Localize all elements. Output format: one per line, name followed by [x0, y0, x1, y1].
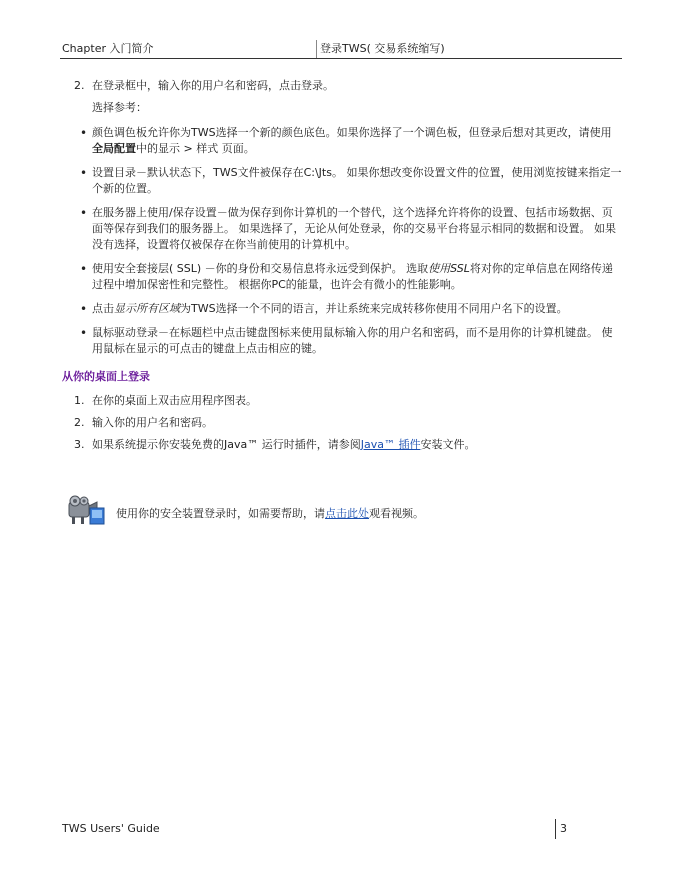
- step-number: 1.: [74, 394, 85, 407]
- video-note-text: [116, 506, 424, 522]
- step-number: 3.: [74, 438, 85, 451]
- bullet-color-palette: [62, 125, 622, 157]
- bullet-server-settings: [62, 205, 622, 253]
- bullet-dot: •: [80, 262, 88, 276]
- bullet-settings-dir: [62, 165, 622, 197]
- bullet-text: 中的显示 > 样式 页面。: [136, 142, 255, 155]
- step-number: 2.: [74, 79, 85, 92]
- java-plugin-link[interactable]: Java™ 插件: [360, 438, 421, 451]
- bullet-dot: •: [80, 126, 88, 140]
- desktop-step-2: [62, 415, 622, 431]
- video-note-prefix: 使用你的安全装置登录时，如需要帮助，请: [116, 507, 325, 520]
- bullet-text: 使用安全套接层( SSL) －你的身份和交易信息将永远受到保护。 选取: [92, 262, 429, 275]
- bullet-text: 将对你的定单信息在网络传递过程中增加保密性和完整性。 根据你PC的能量，也许会有微小的性能影响。: [92, 262, 613, 291]
- step-text: 输入你的用户名和密码。: [92, 416, 213, 429]
- bullet-text: 为TWS选择一个不同的语言，并让系统来完成转移你使用不同用户名下的设置。: [180, 302, 568, 315]
- bullet-mouse-login: [62, 325, 622, 357]
- step-text: 安装文件。: [420, 438, 476, 451]
- bullet-text: 颜色调色板允许你为TWS选择一个新的颜色底色。如果你选择了一个调色板，但登录后想对其更改，请使用: [92, 126, 612, 139]
- desktop-step-1: [62, 393, 622, 409]
- header-divider: [316, 40, 317, 58]
- video-camera-icon: [66, 490, 106, 528]
- global-config-term: 全局配置: [92, 142, 136, 155]
- bullet-text: 点击: [92, 302, 114, 315]
- step-text: 如果系统提示你安装免费的Java™ 运行时插件，请参阅: [92, 438, 361, 451]
- bullet-dot: •: [80, 166, 88, 180]
- options-label: 选择参考：: [92, 101, 147, 114]
- step-number: 2.: [74, 416, 85, 429]
- bullet-text: 设置目录－默认状态下，TWS文件被保存在C:\Jts。 如果你想改变你设置文件的位置，使用浏览按键来指定一个新的位置。: [92, 166, 622, 195]
- bullet-dot: •: [80, 326, 88, 340]
- bullet-text: 鼠标驱动登录－在标题栏中点击键盘图标来使用鼠标输入你的用户名和密码，而不是用你的计算机键盘。 使用鼠标在显示的可点击的键盘上点击相应的键。: [92, 326, 613, 355]
- show-all-regions-term: 显示所有区域: [114, 302, 180, 315]
- click-here-link[interactable]: 点击此处: [325, 507, 369, 520]
- header-chapter: Chapter 入门简介: [62, 42, 154, 55]
- header-section: 登录TWS( 交易系统缩写): [320, 42, 445, 55]
- bullet-dot: •: [80, 302, 88, 316]
- step-text: 在登录框中，输入你的用户名和密码，点击登录。: [92, 79, 334, 92]
- bullet-text: 在服务器上使用/保存设置－做为保存到你计算机的一个替代，这个选择允许将你的设置、包括市场数据、页面等保存到我们的服务器上。 如果选择了，无论从何处登录，你的交易平台将显示相同的数据和设置。 如果没有选择，设置将仅被保存在你当前使用的计算机中。: [92, 206, 616, 251]
- step-2: [62, 78, 622, 94]
- header-rule: [60, 58, 622, 59]
- page-number: 3: [560, 822, 567, 835]
- footer-title: TWS Users' Guide: [62, 822, 160, 835]
- footer-divider: [555, 819, 556, 839]
- video-note-suffix: 观看视频。: [369, 507, 424, 520]
- video-note: [66, 490, 626, 530]
- use-ssl-term: 使用SSL: [428, 262, 470, 275]
- bullet-dot: •: [80, 206, 88, 220]
- desktop-step-3: [62, 437, 622, 453]
- bullet-all-regions: [62, 301, 622, 317]
- step-text: 在你的桌面上双击应用程序图表。: [92, 394, 257, 407]
- page-content: [62, 78, 622, 459]
- section-heading: 从你的桌面上登录: [62, 370, 150, 383]
- bullet-ssl: [62, 261, 622, 293]
